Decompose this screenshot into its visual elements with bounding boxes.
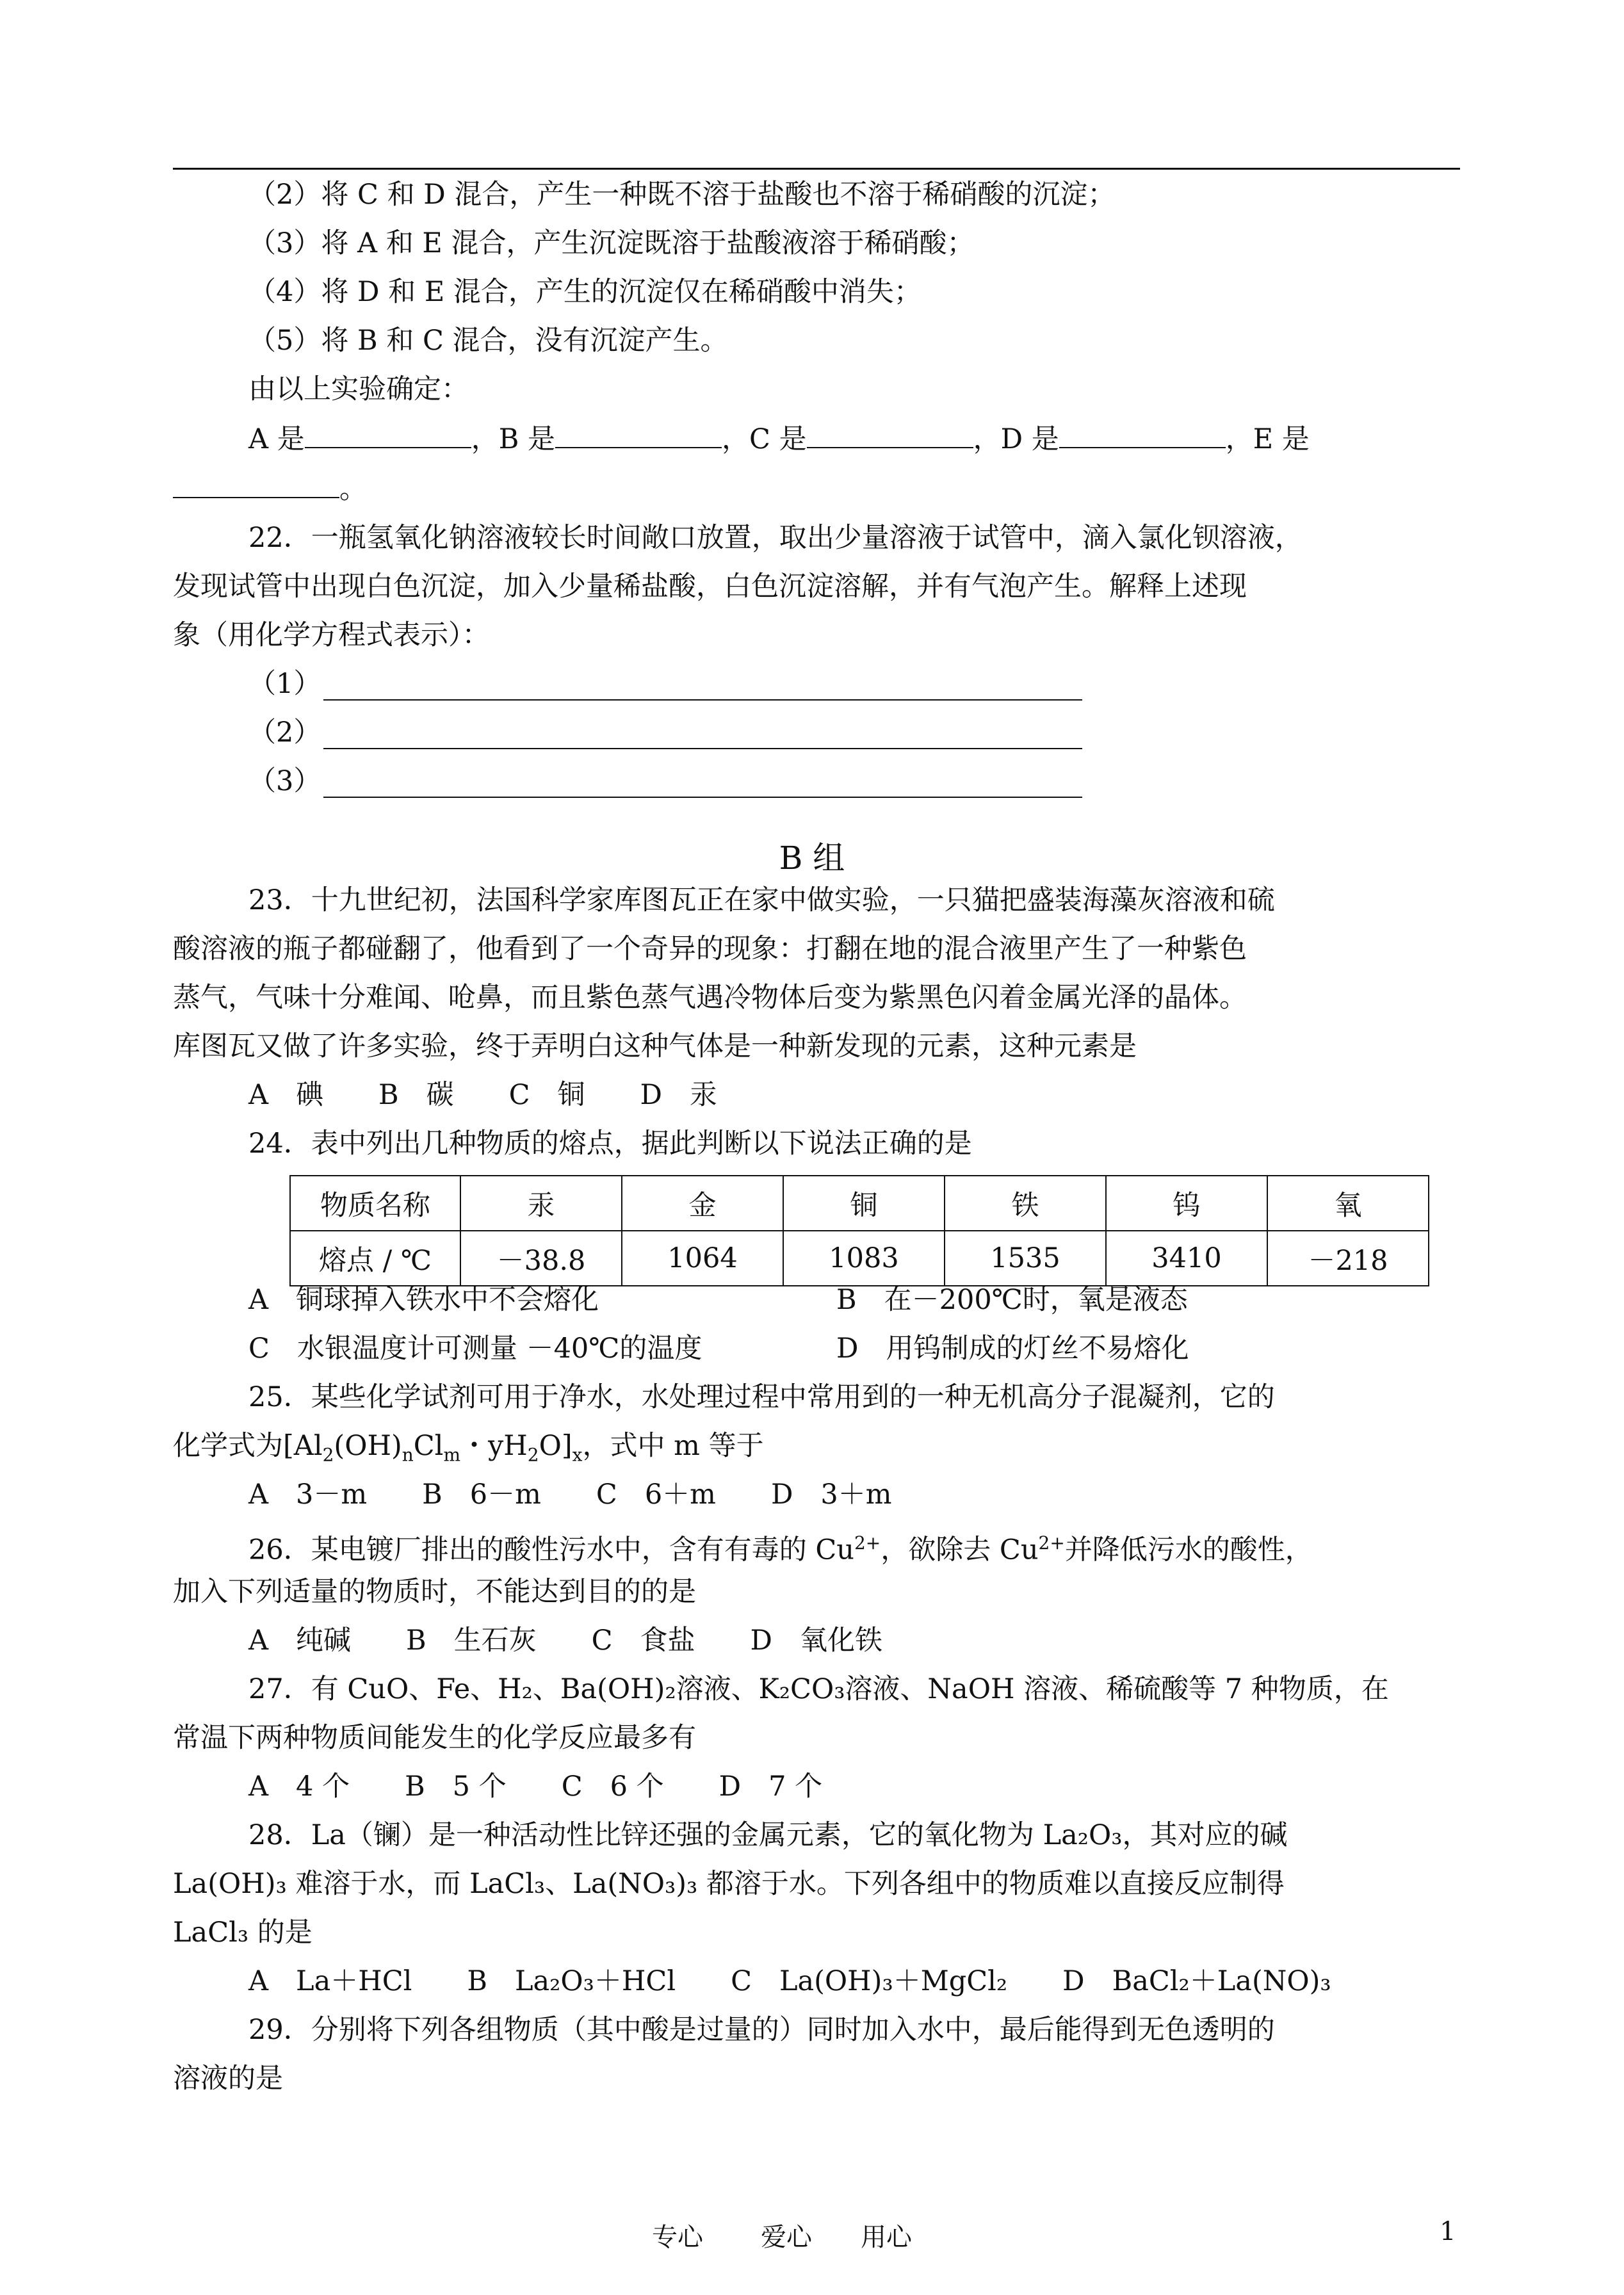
q22-blank-label-3: （3）: [248, 765, 321, 797]
page-number: 1: [1440, 2217, 1456, 2246]
q21-a-label: A 是: [248, 423, 305, 455]
table-cell: 3410: [1106, 1231, 1267, 1286]
q27-line-2: 常温下两种物质间能发生的化学反应最多有: [173, 1722, 696, 1754]
q21-b-blank[interactable]: [555, 421, 722, 448]
q21-b-label: ，B 是: [471, 423, 556, 455]
q27-line-1: 27．有 CuO、Fe、H₂、Ba(OH)₂溶液、K₂CO₃溶液、NaOH 溶液、稀硫酸等 7 种物质，在: [248, 1673, 1389, 1705]
q26-line-1-post: 并降低污水的酸性，: [1064, 1534, 1313, 1566]
table-cell: 铜: [783, 1176, 945, 1231]
q24-option-b: B 在－200℃时，氧是液态: [836, 1284, 1188, 1316]
table-cell: 氧: [1267, 1176, 1429, 1231]
q21-d-blank[interactable]: [1059, 421, 1226, 448]
melting-point-table: [289, 1175, 1429, 1286]
q21-item-2: （2）将 C 和 D 混合，产生一种既不溶于盐酸也不溶于稀硝酸的沉淀；: [248, 179, 1116, 211]
q21-c-label: ，C 是: [722, 423, 807, 455]
q26-line-1: [248, 1525, 1313, 1568]
q24-option-a: A 铜球掉入铁水中不会熔化: [248, 1284, 599, 1316]
q23-line-3: 蒸气，气味十分难闻、呛鼻，而且紫色蒸气遇冷物体后变为紫黑色闪着金属光泽的晶体。: [173, 982, 1247, 1014]
q22-answer-line-1[interactable]: [323, 699, 1082, 701]
table-cell: －218: [1267, 1231, 1429, 1286]
q21-c-blank[interactable]: [807, 421, 973, 448]
table-cell: 汞: [460, 1176, 622, 1231]
q26-charge-2: 2+: [1038, 1532, 1065, 1553]
table-cell: 1064: [622, 1231, 783, 1286]
q27-options: A 4 个 B 5 个 C 6 个 D 7 个: [248, 1771, 823, 1803]
table-cell: 熔点 / ℃: [290, 1231, 460, 1286]
section-b-title: B 组: [779, 839, 845, 877]
table-row: [290, 1176, 1429, 1231]
q22-answer-line-2[interactable]: [323, 748, 1082, 749]
q25-formula-prefix: 化学式为[Al: [173, 1430, 323, 1462]
table-row: [290, 1231, 1429, 1286]
q21-answer-line: [248, 421, 1310, 457]
q22-answer-line-3[interactable]: [323, 797, 1082, 798]
footer-motto-2: 爱心: [761, 2223, 812, 2252]
q23-line-2: 酸溶液的瓶子都碰翻了，他看到了一个奇异的现象：打翻在地的混合液里产生了一种紫色: [173, 933, 1247, 965]
q25-options: A 3－m B 6－m C 6＋m D 3＋m: [248, 1479, 892, 1511]
table-cell: 1535: [945, 1231, 1106, 1286]
q28-line-2: La(OH)₃ 难溶于水，而 LaCl₃、La(NO₃)₃ 都溶于水。下列各组中的物质难以直接反应制得: [173, 1868, 1285, 1900]
table-cell: －38.8: [460, 1231, 622, 1286]
table-cell: 钨: [1106, 1176, 1267, 1231]
table-cell: 物质名称: [290, 1176, 460, 1231]
q22-line-3: 象（用化学方程式表示）：: [173, 619, 490, 651]
q26-line-2: 加入下列适量的物质时，不能达到目的的是: [173, 1576, 696, 1608]
q26-line-1-mid: ，欲除去 Cu: [881, 1534, 1039, 1566]
q23-line-1: 23．十九世纪初，法国科学家库图瓦正在家中做实验，一只猫把盛装海藻灰溶液和硫: [248, 884, 1275, 916]
q23-options: A 碘 B 碳 C 铜 D 汞: [248, 1079, 718, 1111]
q22-line-1: 22．一瓶氢氧化钠溶液较长时间敞口放置，取出少量溶液于试管中，滴入氯化钡溶液，: [248, 522, 1303, 554]
q21-item-5: （5）将 B 和 C 混合，没有沉淀产生。: [248, 325, 728, 357]
q28-options: A La＋HCl B La₂O₃＋HCl C La(OH)₃＋MgCl₂ D BaCl₂＋La(NO)₃: [248, 1965, 1331, 1997]
q21-conclusion: 由以上实验确定：: [248, 373, 469, 405]
q22-blank-label-2: （2）: [248, 717, 321, 749]
q26-line-1-pre: 26．某电镀厂排出的酸性污水中，含有有毒的 Cu: [248, 1534, 854, 1566]
q21-e-answer-line: [173, 471, 367, 507]
footer-motto-3: 用心: [861, 2223, 912, 2252]
q21-end-period: 。: [339, 473, 367, 505]
q21-item-3: （3）将 A 和 E 混合，产生沉淀既溶于盐酸液溶于稀硝酸；: [248, 227, 975, 259]
q25-line-2: 化学式为[$Al_2(OH)_nCl_m$・$yH_2O]_x$，式中 m 等于: [173, 1430, 764, 1466]
table-cell: 金: [622, 1176, 783, 1231]
q26-options: A 纯碱 B 生石灰 C 食盐 D 氧化铁: [248, 1625, 883, 1657]
table-cell: 铁: [945, 1176, 1106, 1231]
header-rule: [173, 168, 1460, 170]
footer-motto-1: 专心: [652, 2223, 703, 2252]
q28-line-3: LaCl₃ 的是: [173, 1917, 313, 1949]
q21-e-label: ，E 是: [1225, 423, 1310, 455]
q22-blank-label-1: （1）: [248, 668, 321, 700]
q21-item-4: （4）将 D 和 E 混合，产生的沉淀仅在稀硝酸中消失；: [248, 276, 922, 308]
q21-e-blank[interactable]: [173, 471, 339, 498]
q29-line-2: 溶液的是: [173, 2063, 283, 2095]
q25-line-1: 25．某些化学试剂可用于净水，水处理过程中常用到的一种无机高分子混凝剂，它的: [248, 1381, 1275, 1413]
q24-option-d: D 用钨制成的灯丝不易熔化: [836, 1333, 1189, 1365]
q25-formula-suffix: ，式中 m 等于: [582, 1430, 764, 1462]
q22-line-2: 发现试管中出现白色沉淀，加入少量稀盐酸，白色沉淀溶解，并有气泡产生。解释上述现: [173, 571, 1247, 603]
q24-option-c: C 水银温度计可测量 －40℃的温度: [248, 1333, 702, 1365]
q29-line-1: 29．分别将下列各组物质（其中酸是过量的）同时加入水中，最后能得到无色透明的: [248, 2014, 1275, 2046]
table-cell: 1083: [783, 1231, 945, 1286]
q23-line-4: 库图瓦又做了许多实验，终于弄明白这种气体是一种新发现的元素，这种元素是: [173, 1030, 1137, 1062]
q26-charge-1: 2+: [854, 1532, 881, 1553]
q28-line-1: 28．La（镧）是一种活动性比锌还强的金属元素，它的氧化物为 La₂O₃，其对应的碱: [248, 1819, 1288, 1851]
q21-d-label: ，D 是: [973, 423, 1059, 455]
q24-stem: 24．表中列出几种物质的熔点，据此判断以下说法正确的是: [248, 1128, 972, 1160]
q21-a-blank[interactable]: [305, 421, 471, 448]
